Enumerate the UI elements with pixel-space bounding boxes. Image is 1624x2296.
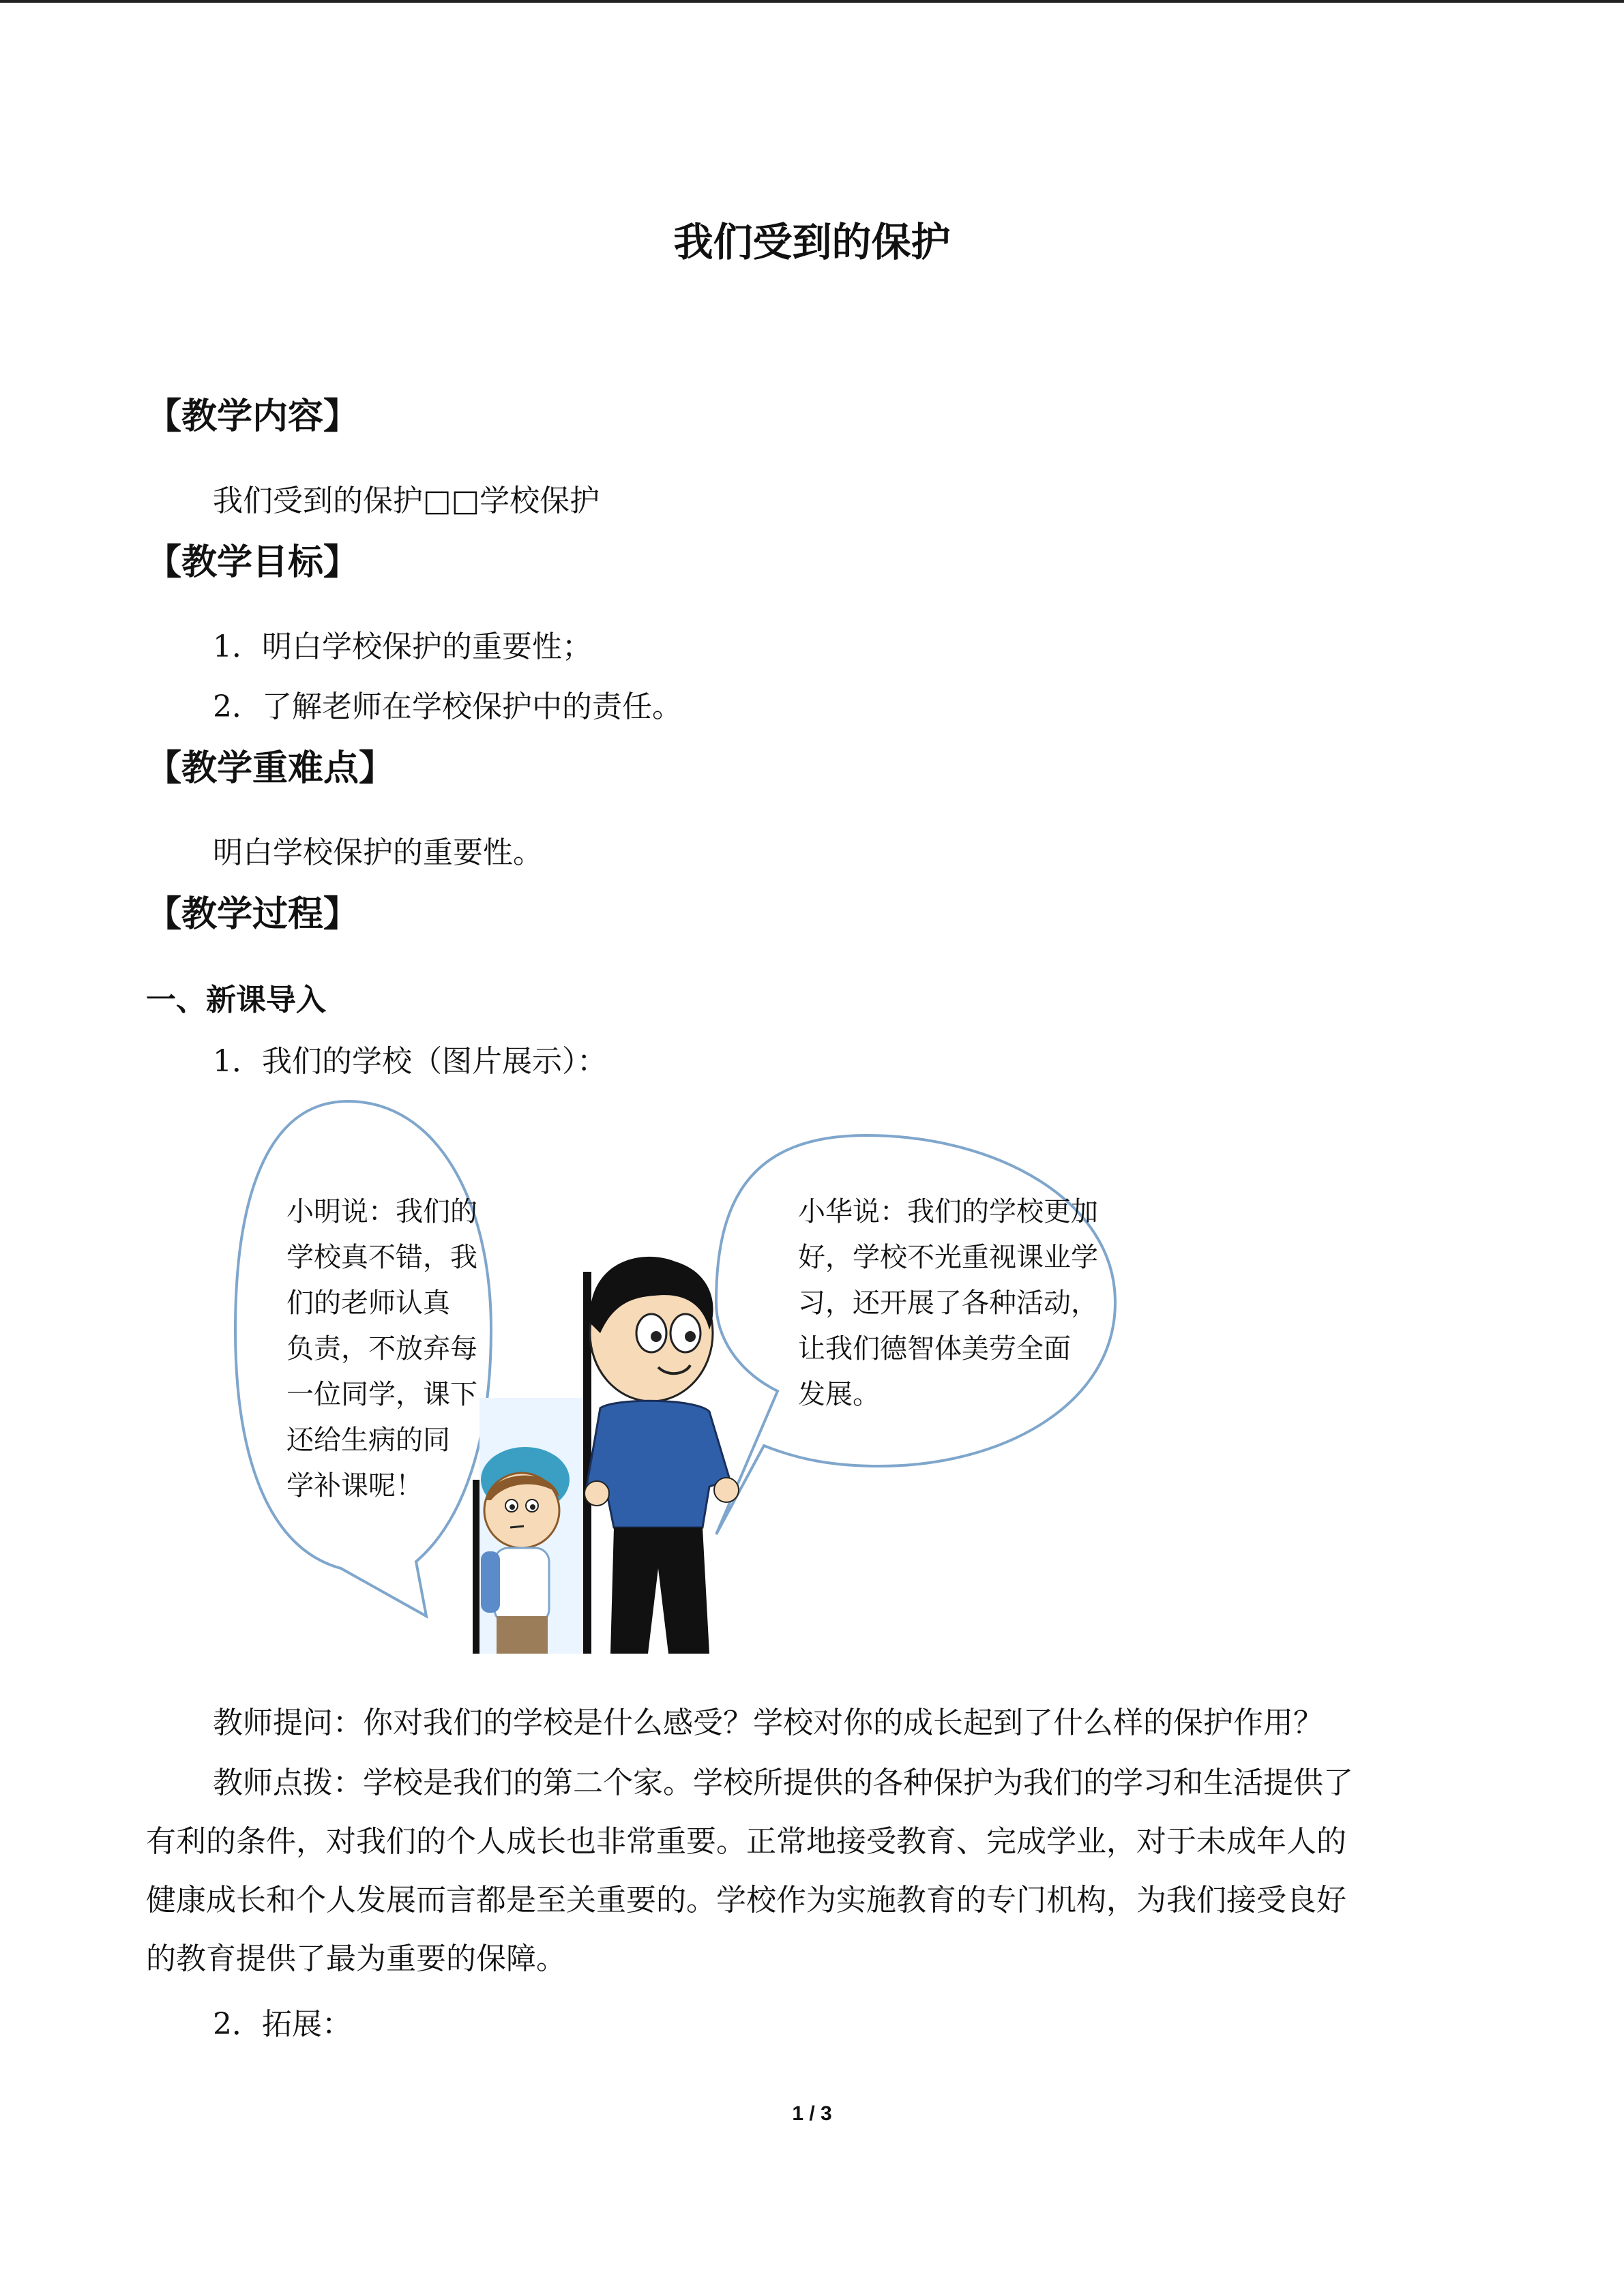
teacher-guide-line: 教师点拨：学校是我们的第二个家。学校所提供的各种保护为我们的学习和生活提供了 <box>213 1765 1353 1800</box>
page-title: 我们受到的保护 <box>673 219 951 265</box>
teacher-guide-line: 有利的条件，对我们的个人成长也非常重要。正常地接受教育、完成学业，对于未成年人的 <box>146 1824 1346 1859</box>
left-bubble-line: 一位同学，课下 <box>286 1379 477 1410</box>
right-bubble-line: 发展。 <box>798 1379 880 1410</box>
section-heading-content: 【教学内容】 <box>146 396 359 437</box>
section-heading-goals: 【教学目标】 <box>146 542 359 583</box>
teacher-guide-line: 的教育提供了最为重要的保障。 <box>146 1941 566 1976</box>
left-bubble-line: 们的老师认真 <box>286 1287 450 1319</box>
section-heading-process: 【教学过程】 <box>146 894 359 935</box>
left-bubble-line: 学补课呢！ <box>286 1470 423 1502</box>
teacher-guide-line: 健康成长和个人发展而言都是至关重要的。学校作为实施教育的专门机构，为我们接受良好 <box>146 1883 1346 1918</box>
left-bubble-line: 小明说：我们的 <box>286 1196 477 1227</box>
content-text: 我们受到的保护□□学校保护 <box>213 483 600 518</box>
left-bubble-line: 还给生病的同 <box>286 1425 450 1456</box>
left-bubble-line: 学校真不错，我 <box>286 1242 477 1273</box>
goal-item-1: 1．明白学校保护的重要性； <box>213 629 592 664</box>
right-bubble-line: 好，学校不光重视课业学 <box>798 1242 1098 1273</box>
key-text: 明白学校保护的重要性。 <box>213 835 543 870</box>
school-illustration <box>232 1098 1132 1654</box>
boy-xiaohua <box>585 1257 739 1654</box>
part1-heading: 一、新课导入 <box>146 983 326 1017</box>
top-border <box>0 0 1624 3</box>
right-bubble-line: 让我们德智体美劳全面 <box>798 1333 1071 1365</box>
right-bubble-line: 习，还开展了各种活动， <box>798 1287 1098 1319</box>
left-bubble-line: 负责，不放弃每 <box>286 1333 477 1365</box>
part1-item2: 2．拓展： <box>213 2007 352 2042</box>
part1-item1: 1．我们的学校（图片展示）： <box>213 1044 607 1079</box>
page-number: 1 / 3 <box>792 2102 832 2125</box>
door-frame-left <box>473 1480 479 1654</box>
right-bubble-line: 小华说：我们的学校更加 <box>798 1196 1098 1227</box>
goal-item-2: 2．了解老师在学校保护中的责任。 <box>213 689 682 724</box>
section-heading-key: 【教学重难点】 <box>146 748 395 789</box>
teacher-question: 教师提问：你对我们的学校是什么感受？学校对你的成长起到了什么样的保护作用？ <box>213 1705 1323 1740</box>
